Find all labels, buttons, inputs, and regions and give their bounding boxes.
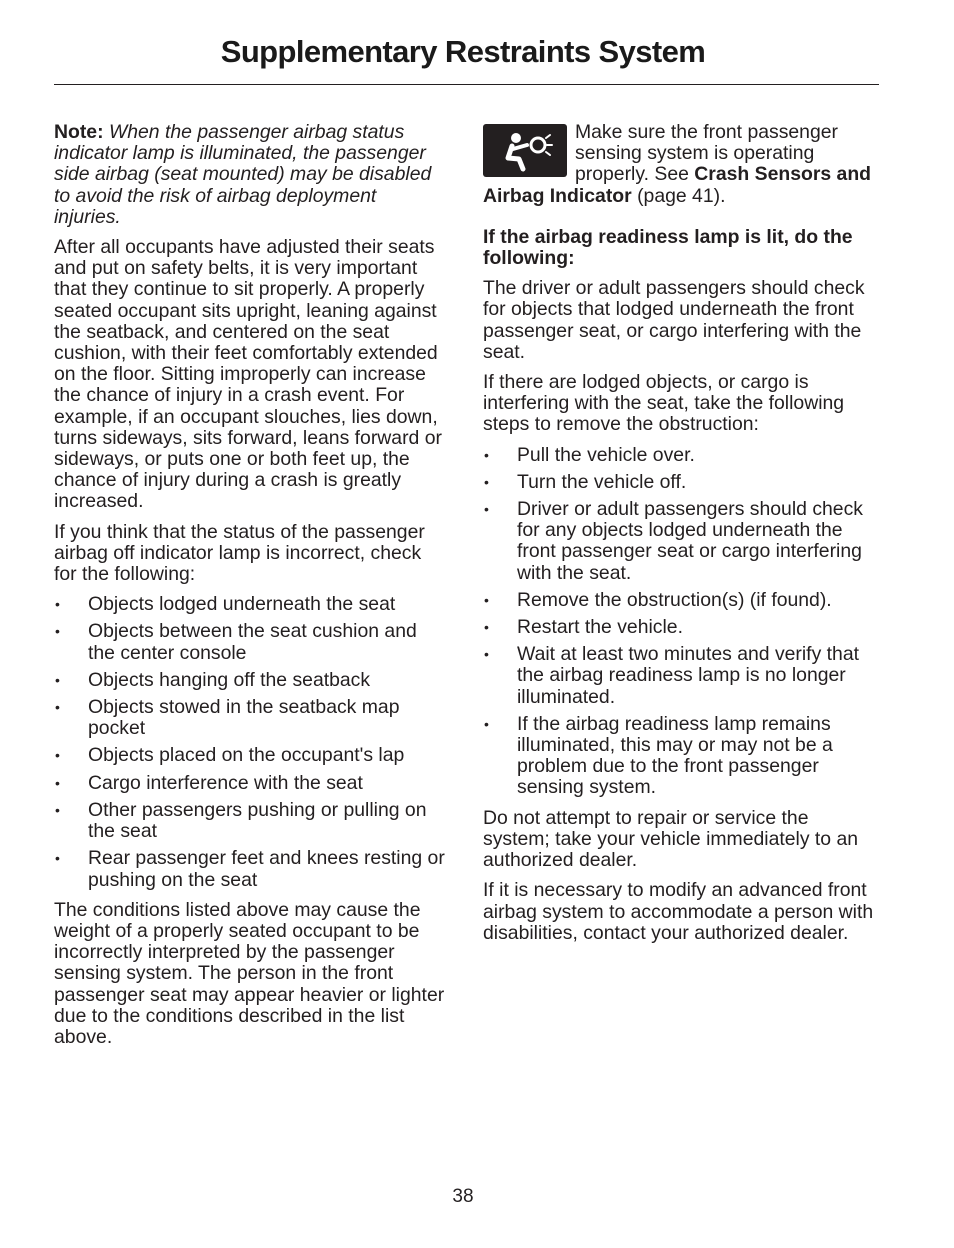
page-reference: (page 41).: [631, 184, 726, 207]
airbag-warning-icon: [483, 124, 567, 177]
bullet-icon: •: [55, 623, 60, 640]
list-item: • Objects lodged underneath the seat: [55, 593, 396, 616]
seating-paragraph: After all occupants have adjusted their seats and put on safety belts, it is very important that they continue to sit properly. A properly seated occupant sits upright, leaning against the seatback, and centered on the seat cushion, with their feet comfortably extended on the floor. Sitting improperly can increase the chance of injury in a crash event. For example, if an occupant slouches, lies down, turns sideways, sits forward, leans forward or sideways, or puts one or both feet up, the chance of injury during a crash is greatly increased.: [54, 236, 442, 513]
readiness-heading: If the airbag readiness lamp is lit, do the following:: [483, 225, 853, 270]
title-divider: [54, 84, 879, 85]
list-item: • If the airbag readiness lamp remains illuminated, this may or may not be a problem due to the front passenger sensing system.: [484, 712, 833, 799]
bullet-icon: •: [55, 699, 60, 716]
bullet-icon: •: [55, 671, 60, 688]
left-column: [54, 122, 446, 1057]
icon-paragraph: [483, 122, 875, 207]
modify-paragraph: If it is necessary to modify an advanced front airbag system to accommodate a person with disabilities, contact your authorized dealer.: [483, 879, 874, 944]
bullet-icon: •: [55, 596, 60, 613]
bullet-icon: •: [484, 646, 489, 663]
list-item: • Driver or adult passengers should check for any objects lodged underneath the front passenger seat or cargo interfering with the seat.: [484, 498, 863, 584]
bullet-icon: •: [484, 619, 489, 636]
check-objects-paragraph: The driver or adult passengers should check for objects that lodged underneath the front passenger seat, or cargo interfering with the seat.: [483, 277, 865, 363]
note-text: When the passenger airbag status indicator lamp is illuminated, the passenger side airbag (seat mounted) may be disabled to avoid the risk of airbag deployment injuries.: [54, 121, 432, 228]
bullet-icon: •: [55, 774, 60, 791]
bullet-icon: •: [55, 747, 60, 764]
page-title: Supplementary Restraints System: [220, 34, 706, 69]
list-item: • Objects placed on the occupant's lap: [55, 744, 405, 767]
bullet-icon: •: [484, 446, 489, 463]
note-label: Note:: [54, 121, 104, 143]
list-item: • Cargo interference with the seat: [55, 771, 363, 794]
note-paragraph: [54, 122, 446, 228]
list-item: • Remove the obstruction(s) (if found).: [484, 588, 832, 611]
right-column: [483, 122, 875, 953]
list-item: • Pull the vehicle over.: [484, 443, 695, 466]
check-list: [54, 594, 446, 890]
dealer-paragraph: Do not attempt to repair or service the system; take your vehicle immediately to an authorized dealer.: [483, 806, 859, 872]
list-item: • Turn the vehicle off.: [484, 470, 687, 493]
check-intro-paragraph: If you think that the status of the passenger airbag off indicator lamp is incorrect, check for the following:: [54, 520, 425, 586]
page-number: 38: [452, 1186, 474, 1207]
bullet-icon: •: [484, 473, 489, 490]
crash-sensors-reference: Crash Sensors and Airbag Indicator: [483, 163, 872, 207]
bullet-icon: •: [55, 801, 60, 818]
conditions-paragraph: The conditions listed above may cause the weight of a properly seated occupant to be incorrectly interpreted by the passenger sensing system. The person in the front passenger seat may appear heavier or lighter due to the conditions described in the list above.: [54, 898, 445, 1048]
bullet-icon: •: [55, 850, 60, 867]
steps-intro-paragraph: If there are lodged objects, or cargo is interfering with the seat, take the following steps to remove the obstruction:: [483, 371, 845, 436]
steps-list: [483, 445, 875, 799]
list-item: • Rear passenger feet and knees resting or pushing on the seat: [55, 847, 445, 891]
list-item: • Objects between the seat cushion and the center console: [55, 620, 417, 664]
bullet-icon: •: [484, 715, 489, 732]
list-item: • Restart the vehicle.: [484, 616, 683, 639]
bullet-icon: •: [484, 591, 489, 608]
list-item: • Wait at least two minutes and verify that the airbag readiness lamp is no longer illuminated.: [484, 643, 859, 708]
bullet-icon: •: [484, 501, 489, 518]
icon-paragraph-text: Make sure the front passenger sensing system is operating properly. See: [575, 122, 838, 186]
list-item: • Other passengers pushing or pulling on the seat: [55, 798, 427, 843]
list-item: • Objects hanging off the seatback: [55, 668, 371, 691]
list-item: • Objects stowed in the seatback map pocket: [55, 696, 400, 740]
